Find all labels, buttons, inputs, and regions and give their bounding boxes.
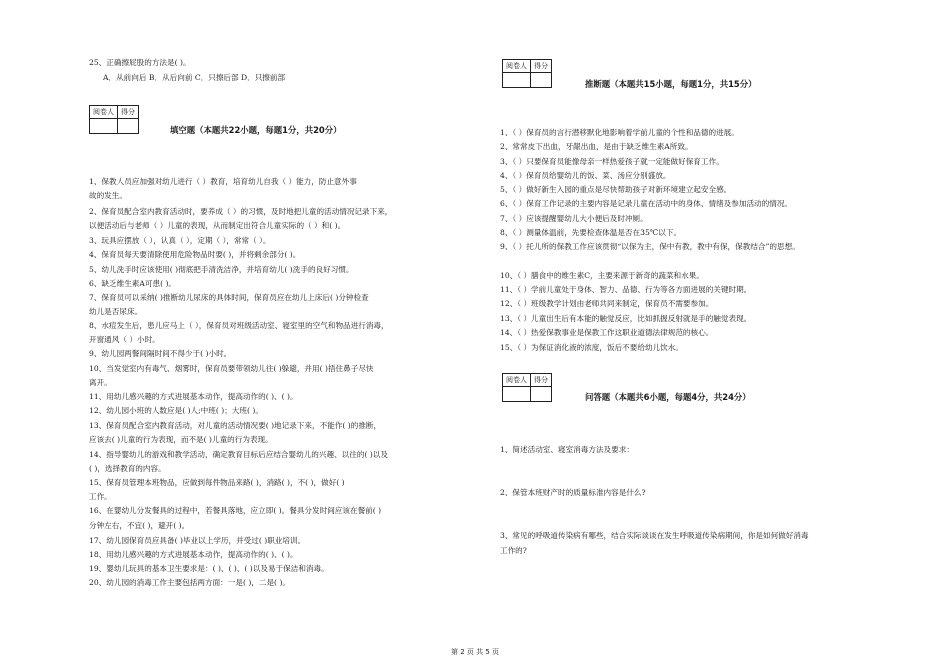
- page-number: 第 2 页 共 5 页: [450, 648, 500, 656]
- judge-line: 1、（ ）保育员的言行潜移默化地影响着学前儿童的个性和品德的进展。: [500, 128, 739, 137]
- judge-line: 4、（ ）保育员给婴幼儿的饭、菜、汤应分别盛放。: [500, 171, 671, 180]
- question-line: 5、幼儿洗手时应该使用( )彻底把手清洗洁净，并培育幼儿( )洗手的良好习惯。: [89, 265, 354, 274]
- judge-line: 10、（ ）膳食中的维生素C，主要来源于新奇的蔬菜和水果。: [500, 271, 704, 280]
- reviewer-cell[interactable]: [503, 73, 531, 88]
- score-cell[interactable]: [118, 119, 139, 134]
- question-25-options: A．从前向后 B．从后向前 C．只擦后部 D．只擦前部: [103, 73, 286, 82]
- judge-line: 12、（ ）班级教学计划由老师共同来制定，保育员不需要参加。: [500, 299, 714, 308]
- question-line: 4、保育员每天要清除使用危险物品时要( )，并将剩余部分( )。: [89, 250, 301, 259]
- question-line: 工作。: [89, 492, 112, 501]
- judge-line: 13、（ ）儿童出生后有本能的触觉反应，比如抓握反射就是手的触觉表现。: [500, 314, 752, 323]
- question-line: 13、保育员配合室内教育活动，对儿童的活动情况要( )地记录下来，不能作( )的推断，: [89, 421, 382, 430]
- question-line: 应该去( )儿童的行为表现，而不是( )儿童的行为表现。: [89, 435, 273, 444]
- score-cell[interactable]: [531, 73, 552, 88]
- score-label: 得分: [118, 106, 139, 119]
- reviewer-cell[interactable]: [503, 387, 531, 402]
- section-title-judge: 推断题（本题共15小题，每题1分，共15分）: [585, 79, 757, 89]
- question-line: 7、保育员可以采纳( )推断幼儿尿床的具体时间，保育员应在幼儿上床后( )分钟检查: [89, 293, 369, 302]
- judge-line: 9、（ ）托儿所的保教工作应该贯彻“以保为主，保中有教，教中有保，保教结合”的思想。: [500, 242, 800, 251]
- reviewer-label: 阅卷人: [90, 106, 118, 119]
- qa-line: 1、简述活动室、寝室消毒方法及要求：: [500, 445, 634, 454]
- question-line: 以便活动后与老师（ ）儿童的表现，从而制定出符合儿童实际的（ ）和( )。: [89, 221, 346, 230]
- question-line: 11、用幼儿感兴趣的方式进展基本动作，提高动作的( )、( )。: [89, 392, 298, 401]
- score-label: 得分: [531, 374, 552, 387]
- question-line: 16、在婴幼儿分发餐具的过程中，若餐具落地，应立即( )。餐具分发时间应该在餐前( ): [89, 506, 382, 515]
- judge-line: 2、常常皮下出血，牙龈出血，是由于缺乏维生素A所致。: [500, 142, 693, 151]
- score-box-fill-blank: [89, 105, 139, 134]
- reviewer-label: 阅卷人: [503, 60, 531, 73]
- question-line: ( )，选择教育的内容。: [89, 464, 166, 473]
- question-line: 14、指导婴幼儿的游戏和教学活动，确定教育目标后应结合婴幼儿的兴趣、以往的( )以及: [89, 450, 388, 459]
- question-line: 20、幼儿园的消毒工作主要包括两方面：一是( )，二是( )。: [89, 578, 290, 587]
- question-line: 12、幼儿园小班的人数应是( )人;中班( )；大班( )。: [89, 406, 263, 415]
- judge-line: 6、（ ）保育工作记录的主要内容是记录儿童在活动中的身体、情绪及参加活动的情况。: [500, 199, 793, 208]
- judge-line: 11、（ ）学前儿童处于身体、智力、品德、行为等各方面进展的关键时期。: [500, 285, 752, 294]
- qa-line: 2、保管本班财产时的质量标准内容是什么?: [500, 488, 646, 497]
- judge-line: 5、（ ）做好新生入园的重点是尽快帮助孩子对新环境建立起安全感。: [500, 185, 732, 194]
- reviewer-label: 阅卷人: [503, 374, 531, 387]
- score-cell[interactable]: [531, 387, 552, 402]
- section-title-qa: 问答题（本题共6小题，每题4分，共24分）: [585, 392, 751, 402]
- question-line: 18、用幼儿感兴趣的方式进展基本动作，提高动作的( )、( )。: [89, 550, 298, 559]
- question-line: 3、玩具应摆放（ ），认真（ ），定期（ ），常常（ ）。: [89, 236, 271, 245]
- question-25: 25、正确擦屁股的方法是( )。: [89, 58, 191, 67]
- question-line: 1、保教人员应加强对幼儿进行（ ）教育，培育幼儿自我（ ）能力，防止意外事: [89, 177, 357, 186]
- question-line: 10、当发觉室内有毒气、烟雾时，保育员要带领幼儿往( )躲避，并用( )捂住鼻子尽快: [89, 364, 374, 373]
- question-line: 19、婴幼儿玩具的基本卫生要求是：( )、( )、( )以及易于保洁和消毒。: [89, 564, 329, 573]
- question-line: 分钟左右，不宜( )，避开( )。: [89, 521, 190, 530]
- judge-line: 8、（ ）测量体温前，先要检查体温是否在35℃以下。: [500, 228, 682, 237]
- score-box-qa: [502, 373, 552, 402]
- question-line: 9、幼儿园两餐间隔时间不得少于( )小时。: [89, 349, 232, 358]
- section-title-fill-blank: 填空题（本题共22小题，每题1分，共20分）: [170, 125, 342, 135]
- question-line: 幼儿是否尿床。: [89, 307, 143, 316]
- question-line: 开窗通风（ ）小时。: [89, 335, 160, 344]
- qa-line: 工作的?: [500, 546, 527, 555]
- reviewer-cell[interactable]: [90, 119, 118, 134]
- score-box-judge: [502, 59, 552, 88]
- question-line: 15、保育员管理本班物品，应做到每件物品来路( )，消路( )，不( )，做好( ): [89, 478, 345, 487]
- judge-line: 14、（ ）热爱保教事业是保教工作这职业道德法律规范的核心。: [500, 328, 714, 337]
- question-line: 故的发生。: [89, 191, 127, 200]
- judge-line: 3、（ ）只要保育员能像母亲一样热爱孩子就一定能做好保育工作。: [500, 157, 724, 166]
- question-line: 6、缺乏维生素A可患( )。: [89, 279, 176, 288]
- judge-line: 15、（ ）为保证消化液的浓度，饭后不要给幼儿饮水。: [500, 343, 683, 352]
- question-line: 离开。: [89, 378, 112, 387]
- qa-line: 3、常见的呼吸道传染病有哪些，结合实际谈谈在发生呼吸道传染病期间，你是如何做好消毒: [500, 531, 809, 540]
- question-line: 8、水痘发生后，患儿应马上（ ），保育员对班级活动室、寝室里的空气和物品进行消毒，: [89, 321, 389, 330]
- judge-line: 7、（ ）应该提醒婴幼儿大小便后及时冲厕。: [500, 214, 648, 223]
- question-line: 2、保育员配合室内教育活动时，要养成（ ）的习惯，及时地把儿童的活动情况记录下来，: [89, 207, 393, 216]
- question-line: 17、幼儿园保育员应具备( )毕业以上学历，并受过( )职业培训。: [89, 536, 306, 545]
- score-label: 得分: [531, 60, 552, 73]
